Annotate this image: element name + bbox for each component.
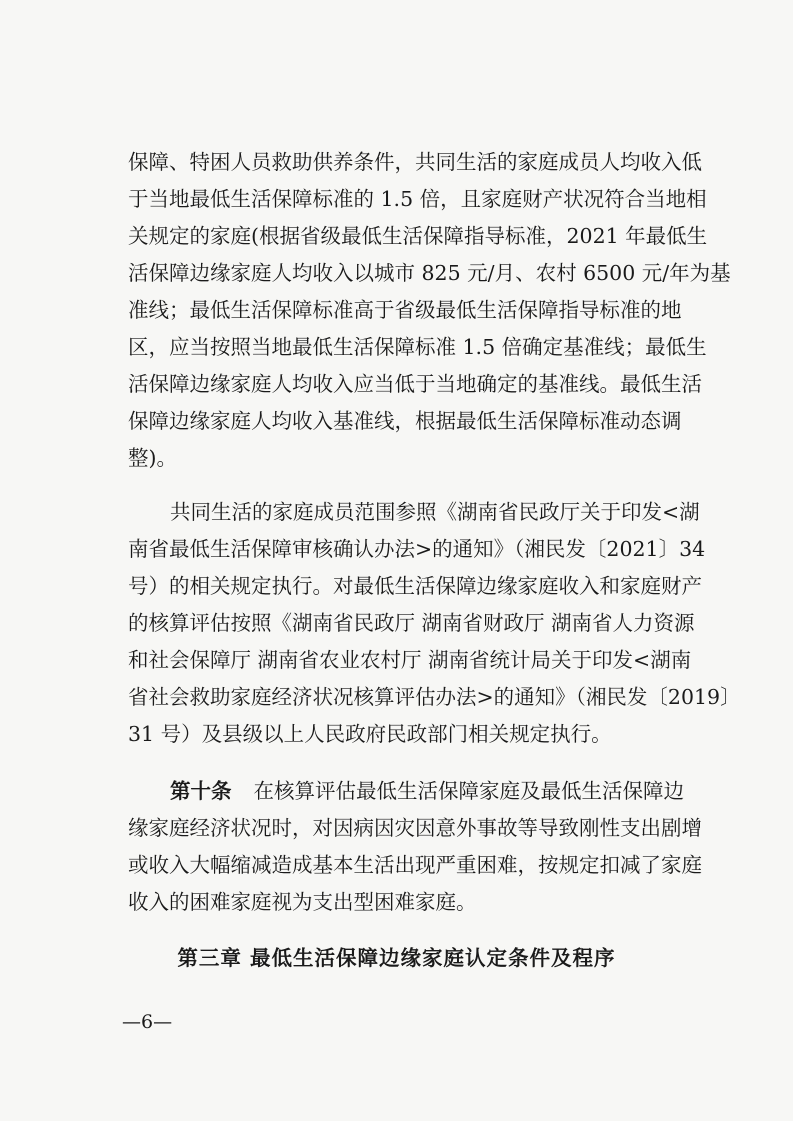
chapter-heading: 第三章 最低生活保障边缘家庭认定条件及程序 bbox=[177, 946, 616, 970]
paragraph-line: 省社会救助家庭经济状况核算评估办法>的通知》（湘民发〔2019〕 bbox=[128, 685, 741, 709]
paragraph-line: 缘家庭经济状况时，对因病因灾因意外事故等导致刚性支出剧增 bbox=[128, 816, 702, 840]
paragraph-line: 和社会保障厅 湖南省农业农村厅 湖南省统计局关于印发<湖南 bbox=[128, 648, 692, 672]
article-label: 第十条 bbox=[170, 779, 232, 803]
paragraph-line: 活保障边缘家庭人均收入应当低于当地确定的基准线。最低生活 bbox=[128, 372, 702, 396]
paragraph-line: 保障边缘家庭人均收入基准线，根据最低生活保障标准动态调 bbox=[128, 409, 682, 433]
paragraph-line: 准线；最低生活保障标准高于省级最低生活保障指导标准的地 bbox=[128, 298, 682, 322]
paragraph-line: 南省最低生活保障审核确认办法>的通知》（湘民发〔2021〕34 bbox=[128, 537, 706, 561]
paragraph-line: 活保障边缘家庭人均收入以城市 825 元/月、农村 6500 元/年为基 bbox=[128, 261, 731, 285]
page-number: —6— bbox=[122, 1011, 173, 1033]
paragraph-line: 共同生活的家庭成员范围参照《湖南省民政厅关于印发<湖 bbox=[170, 500, 700, 524]
paragraph-line: 的核算评估按照《湖南省民政厅 湖南省财政厅 湖南省人力资源 bbox=[128, 611, 695, 635]
article-text: 在核算评估最低生活保障家庭及最低生活保障边 bbox=[253, 779, 684, 803]
paragraph-line: 关规定的家庭(根据省级最低生活保障指导标准，2021 年最低生 bbox=[128, 224, 708, 248]
paragraph-line: 或收入大幅缩减造成基本生活出现严重困难，按规定扣减了家庭 bbox=[128, 853, 702, 877]
paragraph-line: 保障、特困人员救助供养条件，共同生活的家庭成员人均收入低 bbox=[128, 150, 702, 174]
paragraph-line: 31 号）及县级以上人民政府民政部门相关规定执行。 bbox=[128, 722, 612, 746]
article-line bbox=[170, 776, 684, 806]
paragraph-line: 于当地最低生活保障标准的 1.5 倍，且家庭财产状况符合当地相 bbox=[128, 187, 707, 211]
paragraph-line: 整)。 bbox=[128, 446, 177, 470]
paragraph-line: 号）的相关规定执行。对最低生活保障边缘家庭收入和家庭财产 bbox=[128, 574, 702, 598]
paragraph-line: 区，应当按照当地最低生活保障标准 1.5 倍确定基准线；最低生 bbox=[128, 335, 707, 359]
paragraph-line: 收入的困难家庭视为支出型困难家庭。 bbox=[128, 890, 477, 914]
